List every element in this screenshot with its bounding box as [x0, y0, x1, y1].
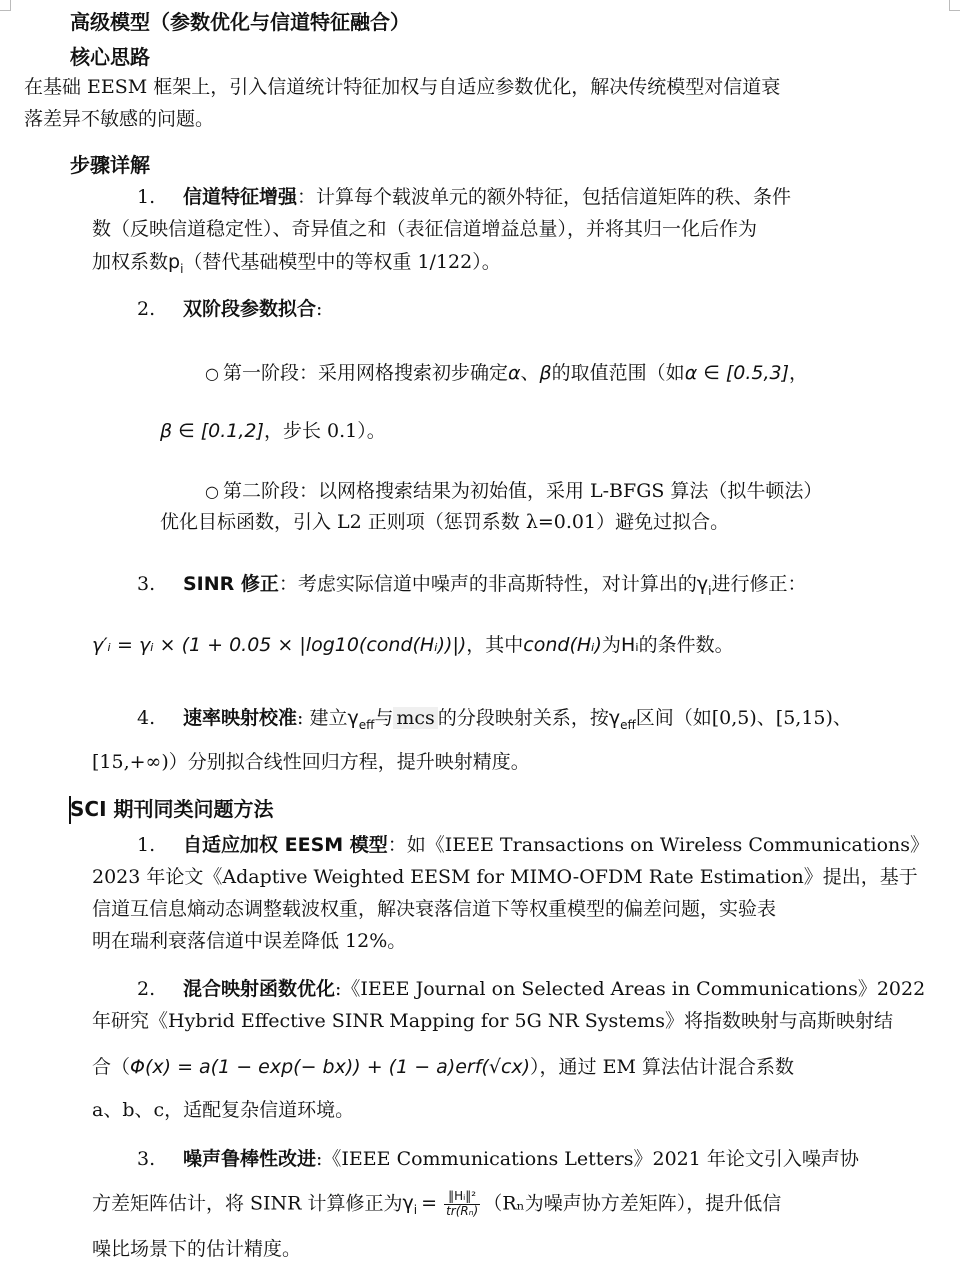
step-2-label: 双阶段参数拟合 [183, 298, 317, 320]
hollow-bullet-icon: ○ [205, 364, 219, 383]
sci-methods-heading: SCI 期刊同类问题方法 [70, 797, 274, 821]
sci-2-label: 混合映射函数优化 [183, 978, 336, 1000]
step-2-colon: : [316, 298, 323, 320]
sci-2-line-4: a、b、c，适配复杂信道环境。 [92, 1099, 355, 1121]
page-title: 高级模型（参数优化与信道特征融合） [70, 10, 410, 34]
step-1-line-2: 数（反映信道稳定性）、奇异值之和（表征信道增益总量），并将其归一化后作为 [92, 218, 758, 240]
steps-heading: 步骤详解 [70, 153, 150, 177]
step-3-formula-line [92, 634, 734, 657]
hollow-bullet-icon: ○ [205, 482, 219, 501]
step-4-text-c: 的分段映射关系，按 [437, 707, 609, 729]
stage-1-text-c: ，步长 0.1）。 [263, 420, 386, 442]
cond-symbol: cond(Hᵢ) [523, 634, 602, 656]
sci-3-line-1 [137, 1148, 859, 1171]
step-4-number: 4. [137, 707, 156, 729]
core-idea-heading: 核心思路 [70, 45, 150, 69]
sci-3-text-a: :《IEEE Communications Letters》2021 年论文引入噪声协 [316, 1148, 859, 1170]
stage-2-line-2: 优化目标函数，引入 L2 正则项（惩罚系数 λ=0.01）避免过拟合。 [160, 511, 730, 533]
sci-2-line-1 [137, 978, 925, 1001]
sci-2-line-3-text-b: ），通过 EM 算法估计混合系数 [530, 1056, 794, 1078]
gamma-i-symbol-2: $\gamma_i$ [402, 1192, 418, 1218]
step-2-number: 2. [137, 298, 156, 320]
sci-3-label: 噪声鲁棒性改进 [183, 1148, 317, 1170]
stage-1-text-a: 第一阶段：采用网格搜索初步确定 [222, 362, 508, 384]
sci-3-line-2-text-b: （Rₙ为噪声协方差矩阵），提升低信 [483, 1192, 782, 1215]
fraction-denominator: tr(Rₙ) [446, 1203, 479, 1218]
step-4-text-d: 区间（如[0,5)、[5,15)、 [635, 707, 852, 729]
hybrid-mapping-formula: Φ(x) = a(1 − exp(− bx)) + (1 − a)erf(√cx) [130, 1056, 531, 1078]
sci-1-line-3: 信道互信息熵动态调整载波权重，解决衰落信道下等权重模型的偏差问题，实验表 [92, 898, 777, 920]
step-1-number: 1. [137, 186, 156, 208]
step-3-text-e: 的条件数。 [638, 634, 734, 656]
sci-2-line-3-text-a: 合（ [92, 1056, 131, 1078]
sci-1-number: 1. [137, 834, 156, 856]
page-corner-mark-right [949, 0, 960, 11]
sci-2-text-a: :《IEEE Journal on Selected Areas in Communications》2022 [335, 978, 926, 1000]
snr-fraction [444, 1190, 480, 1219]
step-4-text-a: : 建立 [297, 707, 348, 729]
step-3-text-d: 为 [601, 634, 621, 656]
page-corner-mark-left [0, 0, 11, 11]
step-1-text: ：计算每个载波单元的额外特征，包括信道矩阵的秩、条件 [297, 186, 792, 208]
step-3-text-a: ：考虑实际信道中噪声的非高斯特性，对计算出的 [278, 573, 697, 595]
step-3-label: SINR 修正 [183, 573, 279, 595]
step-4-line-2: [15,+∞)）分别拟合线性回归方程，提升映射精度。 [92, 751, 530, 773]
gamma-eff-symbol: $\gamma_{eff}$ [347, 707, 375, 732]
equals-sign: = [421, 1192, 438, 1215]
stage-2-text-a: 第二阶段：以网格搜索结果为初始值，采用 L-BFGS 算法（拟牛顿法） [222, 480, 823, 502]
step-1-line-1 [137, 186, 791, 209]
sci-3-line-2-text-a: 方差矩阵估计，将 SINR 计算修正为 [92, 1192, 403, 1215]
stage-1-line-2 [160, 420, 386, 443]
sci-1-label: 自适应加权 EESM 模型 [183, 834, 388, 856]
alpha-symbol: α [507, 362, 521, 384]
sci-2-number: 2. [137, 978, 156, 1000]
step-4-label: 速率映射校准 [183, 707, 298, 729]
sci-3-line-3: 噪比场景下的估计精度。 [92, 1238, 302, 1260]
step-4-text-b: 与 [374, 707, 394, 729]
step-3-number: 3. [137, 573, 156, 595]
sci-1-text-a: ：如《IEEE Transactions on Wireless Communications》 [387, 834, 929, 856]
sci-1-line-4: 明在瑞利衰落信道中误差降低 12%。 [92, 930, 407, 952]
sci-1-line-2: 2023 年论文《Adaptive Weighted EESM for MIMO-OFDM Rate Estimation》提出，基于 [92, 866, 918, 888]
step-3-text-b: 进行修正： [711, 573, 807, 595]
sinr-correction-formula: γ′ᵢ = γᵢ × (1 + 0.05 × |log10(cond(Hᵢ))|) [92, 634, 467, 656]
sci-3-number: 3. [137, 1148, 156, 1170]
core-idea-text-line-1: 在基础 EESM 框架上，引入信道统计特征加权与自适应参数优化，解决传统模型对信道衰 [24, 76, 781, 98]
step-4-line-1 [137, 707, 852, 732]
sci-2-line-2: 年研究《Hybrid Effective SINR Mapping for 5G NR Systems》将指数映射与高斯映射结 [92, 1010, 893, 1032]
step-1-line-3 [92, 251, 501, 276]
stage-1-text-b: 的取值范围（如 [551, 362, 685, 384]
stage-1-line-1 [205, 362, 808, 385]
beta-symbol: β [539, 362, 552, 384]
separator: 、 [520, 362, 540, 384]
comma: ， [789, 362, 809, 384]
sci-2-line-3 [92, 1056, 794, 1079]
step-3-text-c: ，其中 [466, 634, 524, 656]
core-idea-text-line-2: 落差异不敏感的问题。 [24, 108, 215, 130]
step-1-line-3-text: 加权系数 [92, 251, 169, 273]
mcs-highlight: mcs [393, 707, 437, 729]
gamma-eff-symbol-2: $\gamma_{eff}$ [608, 707, 636, 732]
stage-2-line-1 [205, 480, 822, 503]
weight-coefficient-symbol: $p_i$ [168, 251, 184, 276]
fraction-numerator: ‖Hᵢ‖² [444, 1190, 480, 1205]
sci-1-line-1 [137, 834, 929, 857]
step-3-line-1 [137, 573, 807, 598]
h-i-symbol: Hᵢ [620, 634, 639, 656]
step-1-line-3-tail: （替代基础模型中的等权重 1/122）。 [183, 251, 501, 273]
step-2-line-1 [137, 298, 322, 321]
alpha-range: α ∈ [0.5,3] [684, 362, 790, 384]
step-1-label: 信道特征增强 [183, 186, 298, 208]
gamma-i-symbol: $\gamma_i$ [696, 573, 712, 598]
sci-3-line-2 [92, 1190, 781, 1219]
beta-range: β ∈ [0.1,2] [160, 420, 264, 442]
